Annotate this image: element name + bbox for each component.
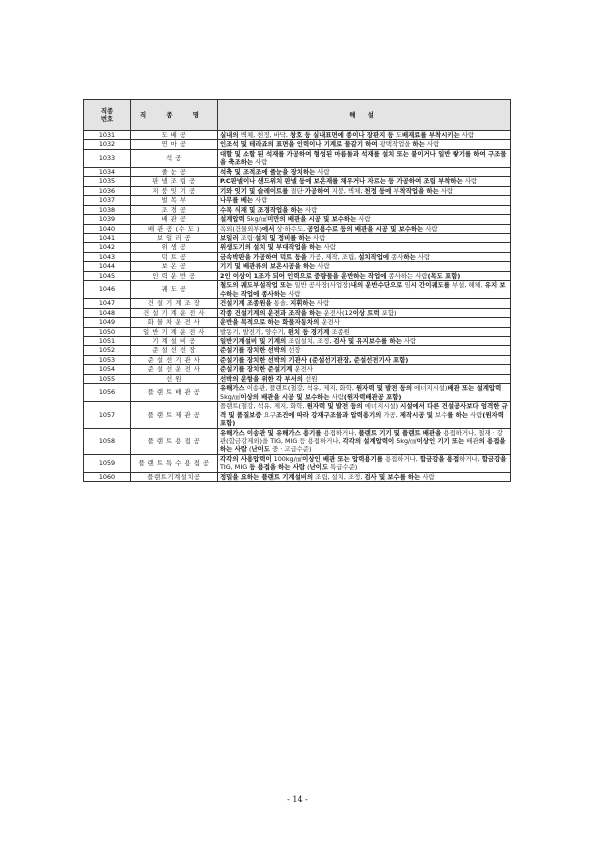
desc-text: ( — [246, 445, 252, 454]
row-name: 보 온 공 — [131, 262, 218, 271]
desc-text: 5kg/㎠ — [394, 436, 417, 445]
desc-text: 상·하수도, — [274, 224, 308, 233]
desc-bold-text: 실내의 — [220, 131, 241, 139]
desc-text: 사람 — [423, 224, 438, 233]
desc-bold-text: 하는 — [412, 140, 425, 149]
desc-text: 사람 — [462, 177, 478, 186]
row-name: 기 계 설 비 공 — [131, 336, 218, 345]
header-name: 직 종 명 — [131, 100, 218, 131]
row-description — [218, 140, 511, 149]
row-code: 1035 — [84, 177, 131, 186]
desc-text: 조립설치, 조정, — [286, 336, 334, 345]
desc-bold-text: 정밀을 요하는 플랜트 기계설비의 — [220, 472, 314, 481]
desc-text: 사람 — [468, 410, 483, 419]
row-name: 줄 눈 공 — [131, 167, 218, 176]
row-code: 1056 — [84, 384, 131, 402]
desc-text: 발동기, 발전기, 양수기, — [220, 327, 288, 336]
table-row — [84, 374, 511, 383]
row-code: 1031 — [84, 131, 131, 140]
row-code: 1036 — [84, 186, 131, 195]
row-name: 도 배 공 — [131, 131, 218, 140]
row-description — [218, 224, 511, 233]
desc-text: 5kg/㎠ — [220, 392, 241, 401]
desc-bold-text: 시 간이궤도를 — [410, 281, 450, 290]
desc-text: 사람 — [321, 243, 336, 252]
desc-bold-text: 위생도기의 설치 및 부대작업을 하는 — [220, 243, 322, 252]
desc-bold-text: 지휘하는 — [290, 299, 315, 308]
desc-bold-text: 이상인 기기 또는 — [416, 436, 465, 445]
desc-bold-text: 일반기계설비 및 기계의 — [220, 336, 287, 345]
desc-text: 사람 — [253, 158, 268, 167]
desc-text: 운전사 — [292, 365, 313, 374]
table-row — [84, 281, 511, 299]
desc-text: 이송관, 플랜트(철강, 석유, 제지, 화학, — [244, 384, 356, 393]
desc-text: 사람 — [253, 196, 268, 205]
desc-bold-text: 선박의 운항을 위한 각 부서의 — [220, 374, 303, 383]
desc-bold-text: 를 하는 — [447, 410, 469, 419]
desc-text: 옥외(건물외부) — [220, 224, 263, 233]
desc-bold-text: 유지 보수하는 작업에 종사하는 — [220, 281, 506, 298]
desc-text: 지붕, 벽체, — [329, 186, 365, 195]
desc-text: 조립, 설치, 조정, — [313, 472, 365, 481]
desc-bold-text: 합금강을 — [481, 454, 507, 463]
desc-bold-text: 각종 건설기계의 운전과 조작을 하는 — [220, 308, 322, 317]
table-row — [84, 262, 511, 271]
desc-text: 사람 — [401, 336, 417, 345]
desc-bold-text: 공업용수로 등의 배관을 시공 및 보수하는 — [307, 224, 424, 233]
desc-bold-text: 원자력 및 발전 등의 — [306, 402, 363, 411]
row-name: 건 설 기 계 운 전 사 — [131, 308, 218, 317]
desc-bold-text: 플랜트 기기 및 — [358, 428, 400, 437]
desc-bold-text: 조건에 따라 강재구조물과 압력용기의 — [275, 410, 382, 419]
desc-bold-text: 창호 등 실내표면에 종이나 장판지 등 — [289, 131, 394, 139]
row-code: 1048 — [84, 308, 131, 317]
row-description — [218, 318, 511, 327]
row-code: 1047 — [84, 299, 131, 308]
row-description — [218, 196, 511, 205]
row-code: 1058 — [84, 428, 131, 454]
desc-text: ( — [305, 463, 310, 472]
desc-bold-text: (원자력 포함) — [220, 410, 504, 428]
table-row — [84, 215, 511, 224]
row-name: 조 경 공 — [131, 205, 218, 214]
desc-bold-text: 설치작업에 — [358, 252, 390, 261]
table-row — [84, 308, 511, 317]
desc-text: 사람 — [459, 131, 475, 139]
row-name: 화 물 차 운 전 사 — [131, 318, 218, 327]
desc-bold-text: 하는 사람 — [278, 463, 306, 472]
desc-text: 배관 — [464, 436, 479, 445]
row-description — [218, 281, 511, 299]
row-name: 위 생 공 — [131, 243, 218, 252]
desc-text: 에너지시설) — [412, 384, 448, 393]
desc-text: 조종원 — [329, 327, 350, 336]
row-code: 1042 — [84, 243, 131, 252]
desc-text: 사람 — [356, 215, 371, 224]
desc-text: 일반 공사장(사업장) — [292, 281, 351, 290]
row-code: 1054 — [84, 365, 131, 374]
desc-text: 사람 — [424, 140, 440, 149]
desc-bold-text: P.C판넬이나 샌드위치 판넬 등에 보온재를 채우거나 자르는 등 가공하여 조립 부착하는 — [220, 177, 463, 186]
row-code: 1040 — [84, 224, 131, 233]
desc-text: 통솔, — [271, 299, 291, 308]
row-description — [218, 384, 511, 402]
row-description — [218, 252, 511, 261]
row-description — [218, 346, 511, 355]
row-code: 1052 — [84, 346, 131, 355]
table-body — [84, 131, 511, 482]
row-name: 덕 트 공 — [131, 252, 218, 261]
desc-bold-text: 에서 — [262, 224, 275, 233]
desc-bold-text: 천정 등에 — [364, 186, 392, 195]
row-name: 벌 목 부 — [131, 196, 218, 205]
desc-bold-text: 대할 및 소할 된 석재를 가공하여 형성된 마름돌과 석재를 설치 또는 붙이거나 일반 쌓기를 하여 구조물을 축조하는 — [220, 149, 507, 167]
desc-bold-text: 검사 및 보수를 — [364, 472, 406, 481]
desc-bold-text: 준설기를 장치한 선박의 기관사 (준설선기관장, 준설선전기사 포함) — [220, 355, 409, 364]
desc-text: 임 — [402, 281, 411, 290]
desc-bold-text: 이상인 배관 또는 압력용기를 — [302, 454, 383, 463]
desc-bold-text: 철도의 궤도부설작업 또는 — [220, 281, 293, 290]
table-row — [84, 346, 511, 355]
row-code: 1046 — [84, 281, 131, 299]
row-code: 1033 — [84, 149, 131, 167]
desc-bold-text: 하는 — [403, 252, 416, 261]
row-description — [218, 336, 511, 345]
row-code: 1051 — [84, 336, 131, 345]
row-name: 일 반 기 계 운 전 사 — [131, 327, 218, 336]
desc-text: 용접하거나, 철재 · 강관(합금강제외)을 TIG, MIG 등 용접하거나, — [220, 428, 503, 445]
desc-bold-text: 하는 — [407, 472, 421, 481]
row-description — [218, 428, 511, 454]
desc-bold-text: 기와 잇기 및 슬레이트를 — [220, 186, 289, 195]
row-description — [218, 374, 511, 383]
desc-bold-text: 보일러 — [220, 233, 239, 242]
row-description — [218, 186, 511, 195]
row-description — [218, 177, 511, 186]
desc-bold-text: 준설기를 장치한 선박의 — [220, 346, 287, 355]
row-code: 1038 — [84, 205, 131, 214]
row-name: 건 설 기 계 조 장 — [131, 299, 218, 308]
table-row — [84, 327, 511, 336]
desc-bold-text: (목도 포함) — [427, 271, 461, 280]
row-description — [218, 233, 511, 242]
desc-text: 사람 — [315, 262, 330, 271]
table-row — [84, 336, 511, 345]
desc-bold-text: 유해가스 — [220, 384, 245, 393]
table-row — [84, 140, 511, 149]
row-description — [218, 215, 511, 224]
header-desc: 해 설 — [218, 100, 511, 131]
desc-bold-text: 수목 식재 및 조경작업을 하는 — [220, 205, 303, 214]
row-name: 플 랜 트 특 수 용 접 공 — [131, 454, 218, 472]
table-row — [84, 428, 511, 454]
row-code: 1043 — [84, 252, 131, 261]
desc-bold-text: 2인 이상이 1조가 되어 인력으로 중량물을 운반하는 작업에 — [220, 271, 387, 280]
row-code: 1032 — [84, 140, 131, 149]
desc-bold-text: 건설기계 조종원을 — [220, 299, 272, 308]
desc-text: 사람 — [311, 233, 326, 242]
table-row — [84, 384, 511, 402]
row-description — [218, 454, 511, 472]
table-row — [84, 355, 511, 364]
desc-text: 부 — [391, 186, 400, 195]
row-description — [218, 262, 511, 271]
desc-bold-text: 시설에서 다른 건설공사보다 엄격한 규격 및 품질보증 — [220, 402, 508, 419]
desc-bold-text: 제작시공 및 — [399, 410, 433, 419]
desc-text: 요구 — [261, 410, 276, 419]
row-description — [218, 365, 511, 374]
row-description — [218, 167, 511, 176]
row-name: 인 력 운 반 공 — [131, 271, 218, 280]
desc-text: 에너지시설) — [362, 402, 401, 411]
row-name: 궤 도 공 — [131, 281, 218, 299]
row-description — [218, 299, 511, 308]
desc-bold-text: 기기 및 배관류의 보온시공을 하는 — [220, 262, 316, 271]
desc-bold-text: 이상의 배관을 시공 및 보수하는 — [240, 392, 330, 401]
row-name: 지 붕 잇 기 공 — [131, 186, 218, 195]
table-header-row — [84, 100, 511, 131]
desc-bold-text: 난이도 — [309, 463, 329, 472]
desc-bold-text: 준설기를 장치한 준설기계 — [220, 365, 293, 374]
desc-bold-text: 설계압력 — [220, 215, 245, 224]
desc-text: 종사 — [389, 252, 404, 261]
row-name: 판 넬 조 립 공 — [131, 177, 218, 186]
desc-bold-text: 검사 및 유지보수를 하는 — [333, 336, 402, 345]
table-row — [84, 365, 511, 374]
row-name: 준 설 선 운 전 사 — [131, 365, 218, 374]
row-name: 석 공 — [131, 149, 218, 167]
row-code: 1044 — [84, 262, 131, 271]
desc-text: 운전사(12 — [321, 308, 353, 317]
desc-text: 하거나, — [459, 454, 482, 463]
desc-text: 플랜트(철강, 석유, 제지, 화학, — [220, 402, 307, 411]
row-code: 1039 — [84, 215, 131, 224]
row-name: 배 관 공 — [131, 215, 218, 224]
table-row — [84, 318, 511, 327]
row-description — [218, 149, 511, 167]
desc-text: 선장 — [286, 346, 301, 355]
row-code: 1041 — [84, 233, 131, 242]
row-name: 배 관 공 (수 도 ) — [131, 224, 218, 233]
desc-bold-text: 등 용접을 — [249, 463, 277, 472]
job-category-table — [83, 99, 511, 482]
desc-text: 5kg/㎠ — [244, 215, 268, 224]
row-description — [218, 308, 511, 317]
row-description — [218, 402, 511, 428]
row-description — [218, 205, 511, 214]
desc-text: 광택작업을 — [377, 140, 413, 149]
row-description — [218, 131, 511, 140]
desc-text: 선원 — [302, 374, 318, 383]
desc-bold-text: 이상 트럭 — [352, 308, 380, 317]
desc-text: 사람 — [420, 472, 435, 481]
desc-bold-text: 내의 운반수단으로 — [350, 281, 403, 290]
row-name: 플랜트기계설치공 — [131, 472, 218, 481]
row-code: 1053 — [84, 355, 131, 364]
header-code: 직종 번호 — [84, 100, 131, 131]
row-description — [218, 355, 511, 364]
row-code: 1034 — [84, 167, 131, 176]
desc-bold-text: 각각의 설계압력이 — [342, 436, 395, 445]
desc-bold-text: 배재료를 부착시키는 — [401, 131, 460, 139]
desc-text: 가공, — [381, 410, 400, 419]
desc-text: 절단· — [288, 186, 305, 195]
table-row — [84, 131, 511, 140]
desc-text: 포함) — [379, 308, 397, 317]
table-row — [84, 177, 511, 186]
desc-bold-text: 플랜트 배관을 — [402, 428, 442, 437]
desc-bold-text: 착작업을 하는 — [399, 186, 439, 195]
desc-text: 조립· — [238, 233, 255, 242]
desc-text: 특급수준) — [328, 463, 358, 472]
desc-bold-text: 설치 및 정비를 하는 — [254, 233, 312, 242]
desc-bold-text: 나무를 베는 — [220, 196, 254, 205]
desc-bold-text: 미만의 배관을 시공 및 보수하는 — [267, 215, 357, 224]
desc-bold-text: 가공하여 — [304, 186, 330, 195]
row-name: 선 원 — [131, 374, 218, 383]
desc-text: 사람 — [314, 299, 330, 308]
desc-text: 가공, 제작, 조립, — [306, 252, 359, 261]
desc-text: 사람 — [302, 205, 318, 214]
desc-bold-text: 원자력 및 발전 등의 — [355, 384, 413, 393]
row-code: 1045 — [84, 271, 131, 280]
row-name: 플 랜 트 용 접 공 — [131, 428, 218, 454]
table-row — [84, 149, 511, 167]
row-description — [218, 327, 511, 336]
desc-text: 사람 — [315, 167, 330, 176]
desc-text: 벽체, 천정, 바닥, — [240, 131, 290, 139]
table-row — [84, 454, 511, 472]
desc-text: 용접하거나, — [382, 454, 420, 463]
desc-text: 보수 — [432, 410, 448, 419]
row-name: 플 랜 트 배 관 공 — [131, 384, 218, 402]
desc-text: 중 · 고급수준) — [269, 445, 312, 454]
desc-text: 100kg/㎠ — [271, 454, 303, 463]
page-number: - 14 - — [287, 795, 308, 804]
row-code: 1060 — [84, 472, 131, 481]
desc-bold-text: 합금강을 용접 — [419, 454, 460, 463]
row-name: 보 일 러 공 — [131, 233, 218, 242]
row-name: 플 랜 트 제 관 공 — [131, 402, 218, 428]
table-row — [84, 252, 511, 261]
row-code: 1049 — [84, 318, 131, 327]
row-description — [218, 243, 511, 252]
desc-text: 사람 — [438, 186, 454, 195]
desc-text: 도 — [393, 131, 402, 139]
table-row — [84, 402, 511, 428]
row-code: 1037 — [84, 196, 131, 205]
desc-text: 운전사 — [319, 318, 340, 327]
desc-text: 부설, 해체, — [449, 281, 485, 290]
desc-bold-text: 유해가스 이송관 및 유해가스 용기를 — [220, 428, 322, 437]
desc-bold-text: (원자력배관공 포함) — [343, 392, 402, 401]
row-code: 1059 — [84, 454, 131, 472]
row-code: 1050 — [84, 327, 131, 336]
desc-text: 사람 — [329, 392, 344, 401]
row-code: 1057 — [84, 402, 131, 428]
desc-text: 종사하는 사람 — [386, 271, 428, 280]
desc-bold-text: 배관 또는 설계압력 — [447, 384, 502, 393]
row-name: 연 마 공 — [131, 140, 218, 149]
table-row — [84, 186, 511, 195]
table-row — [84, 167, 511, 176]
table-row — [84, 205, 511, 214]
table-row — [84, 224, 511, 233]
row-description — [218, 271, 511, 280]
desc-bold-text: 운반을 목적으로 하는 화물자동차의 — [220, 318, 320, 327]
desc-bold-text: 각각의 사용압력이 — [220, 454, 272, 463]
desc-text: 사람 — [286, 289, 301, 298]
desc-text: TIG, MIG — [220, 463, 250, 472]
table-row — [84, 233, 511, 242]
desc-bold-text: 인조석 및 테라죠의 표면을 인력이나 기계로 물갈기 하여 — [220, 140, 378, 149]
table-row — [84, 196, 511, 205]
row-name: 준 설 선 선 장 — [131, 346, 218, 355]
desc-bold-text: 난이도 — [251, 445, 270, 454]
desc-bold-text: 의 용접을 하는 사람 — [220, 436, 506, 454]
table-row — [84, 271, 511, 280]
table-row — [84, 472, 511, 481]
desc-text: 용접하거나, — [321, 428, 359, 437]
desc-text: 사람 — [415, 252, 431, 261]
row-description — [218, 472, 511, 481]
desc-bold-text: 석축 및 조적조에 줄눈을 장치하는 — [220, 167, 316, 176]
table-row — [84, 299, 511, 308]
desc-bold-text: 윈치 등 경기계 — [287, 327, 330, 336]
table-row — [84, 243, 511, 252]
row-name: 준 설 선 기 관 사 — [131, 355, 218, 364]
desc-bold-text: 금속박판을 가공하여 덕트 등을 — [220, 252, 307, 261]
row-code: 1055 — [84, 374, 131, 383]
